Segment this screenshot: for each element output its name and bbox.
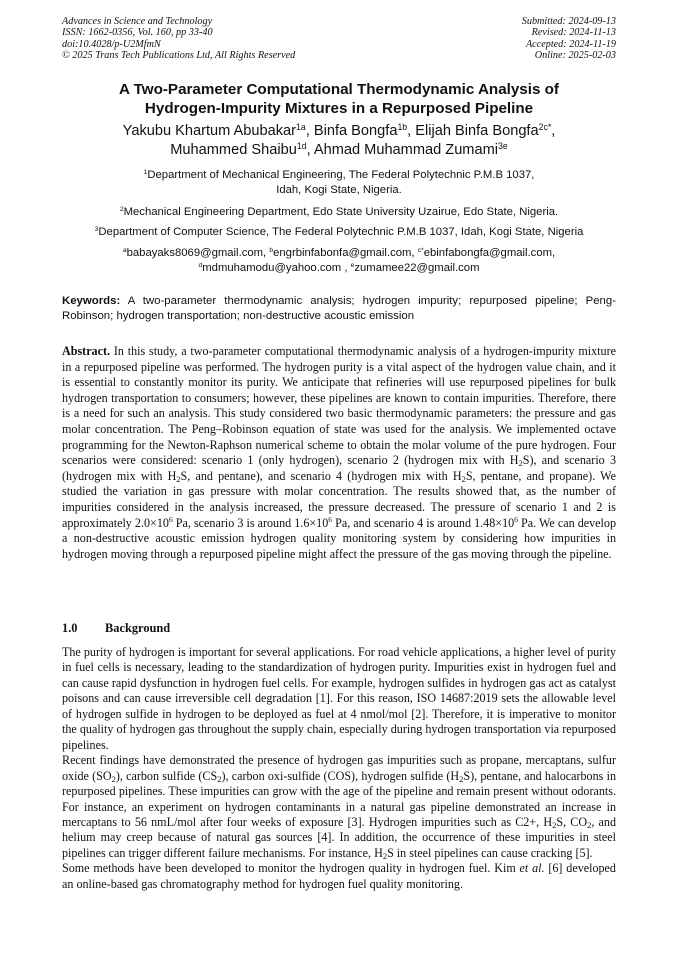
author-affiliation-mark: 2c* bbox=[538, 121, 552, 132]
issn: ISSN: 1662-0356, Vol. 160, pp 33-40 bbox=[62, 27, 213, 39]
email-link[interactable]: ebinfabongfa@gmail.com, bbox=[423, 247, 556, 259]
email-mark: d bbox=[198, 261, 203, 269]
email-mark: a bbox=[122, 246, 127, 254]
section-heading bbox=[62, 621, 170, 636]
affiliation-mark: 3 bbox=[94, 225, 99, 233]
subscript: 2 bbox=[217, 773, 222, 784]
email-link[interactable]: babayaks8069@gmail.com, bbox=[126, 247, 270, 259]
email-mark: e bbox=[350, 261, 355, 269]
author-name: Yakubu Khartum Abubakar bbox=[122, 123, 297, 139]
email-link[interactable]: engrbinfabonfa@gmail.com, bbox=[273, 247, 418, 259]
paragraph bbox=[62, 753, 616, 861]
email-mark: b bbox=[269, 246, 274, 254]
paragraph-text: , and helium may creep because of natural gas sources [4]. In addition, the occurrence of these impurities in steel pipelines can trigger different failure mechanisms. For instance, H bbox=[62, 814, 617, 860]
affiliation-3 bbox=[40, 225, 638, 240]
affiliation-1 bbox=[40, 168, 638, 198]
author-affiliation-mark: 3e bbox=[497, 140, 508, 151]
paragraph-text: ), carbon sulfide (CS bbox=[115, 768, 218, 783]
email-link[interactable]: mdmuhamodu@yahoo.com , bbox=[202, 261, 351, 274]
journal-name: Advances in Science and Technology bbox=[62, 16, 213, 27]
subscript: 2 bbox=[111, 773, 116, 784]
subscript: 2 bbox=[587, 820, 592, 831]
affiliation-text: Department of Mechanical Engineering, The Federal Polytechnic P.M.B 1037, bbox=[147, 169, 535, 181]
author-name: Binfa Bongfa bbox=[313, 123, 398, 139]
paragraph-text: S, CO bbox=[556, 814, 588, 829]
affiliation-text: Department of Computer Science, The Federal Polytechnic P.M.B 1037, Idah, Kogi State, Nigeria bbox=[98, 226, 584, 238]
copyright: © 2025 Trans Tech Publications Ltd, All Rights Reserved bbox=[62, 50, 296, 62]
email-mark: c* bbox=[417, 246, 424, 254]
abstract-text: Pa, and scenario 4 is around 1.48×10 bbox=[332, 515, 515, 530]
author-name: Ahmad Muhammad Zumami bbox=[313, 142, 498, 158]
author-affiliation-mark: 1b bbox=[397, 121, 408, 132]
section-number: 1.0 bbox=[62, 621, 78, 635]
keywords-text: A two-parameter thermodynamic analysis; hydrogen impurity; repurposed pipeline; Peng-Robinson; hydrogen transportation; non-destructive acoustic emission bbox=[62, 295, 616, 322]
abstract-text: Pa, scenario 3 is around 1.6×10 bbox=[172, 515, 329, 530]
author-emails bbox=[40, 246, 638, 275]
et-al: et al. bbox=[519, 861, 545, 876]
subscript: 2 bbox=[461, 473, 466, 484]
author-affiliation-mark: 1d bbox=[296, 140, 307, 151]
paragraph-text: Recent findings have demonstrated the presence of hydrogen gas impurities such as propane, mercaptans, sulfur oxide (SO bbox=[62, 753, 616, 783]
author-name: Elijah Binfa Bongfa bbox=[415, 123, 539, 139]
abstract-text: S), and scenario 3 (hydrogen mix with H bbox=[62, 453, 616, 483]
abstract-text: Pa. We can develop a non-destructive acoustic emission hydrogen quality monitoring system by considering how impurities in hydrogen moving through a repurposed pipeline might affect the pressure of the gas moving through the pipeline. bbox=[62, 515, 617, 561]
paragraph-text: [6] developed an online-based gas chromatography method for hydrogen fuel quality monitoring. bbox=[62, 861, 616, 891]
keywords-label: Keywords: bbox=[62, 295, 121, 307]
exponent: 6 bbox=[168, 514, 173, 524]
abstract-text: S, and pentane), and scenario 4 (hydrogen mix with H bbox=[180, 468, 462, 483]
paragraph bbox=[62, 861, 616, 892]
body-text bbox=[62, 645, 616, 892]
author-separator: , bbox=[407, 123, 416, 139]
subscript: 2 bbox=[176, 473, 181, 484]
keywords bbox=[62, 294, 616, 323]
section-title: Background bbox=[105, 621, 171, 635]
author-list bbox=[40, 122, 638, 160]
title-line-1: A Two-Parameter Computational Thermodynamic Analysis of bbox=[119, 81, 559, 98]
submitted-date: Submitted: 2024-09-13 bbox=[521, 16, 616, 27]
author-separator: , bbox=[306, 142, 314, 158]
affiliation-mark: 1 bbox=[143, 168, 148, 176]
paragraph-text: S), pentane, and halocarbons in repurposed pipelines. These impurities can grow with the age of the pipeline and remain present without odorants. For instance, an experiment on hydrogen contaminants in a natural gas pipeline demonstrated an increase in mercaptans to 56 nmL/mol after four weeks of exposure [3]. Hydrogen impurities such as C2+, H bbox=[62, 768, 616, 829]
affiliation-mark: 2 bbox=[119, 205, 124, 213]
title-line-2: Hydrogen-Impurity Mixtures in a Repurposed Pipeline bbox=[144, 100, 534, 117]
author-affiliation-mark: 1a bbox=[296, 121, 306, 132]
abstract-label: Abstract. bbox=[62, 344, 111, 358]
author-separator: , bbox=[305, 123, 314, 139]
subscript: 2 bbox=[382, 851, 388, 861]
revised-date: Revised: 2024-11-13 bbox=[531, 27, 616, 39]
paragraph-text: ), carbon oxi-sulfide (COS), hydrogen sulfide (H bbox=[221, 768, 460, 783]
email-link[interactable]: zumamee22@gmail.com bbox=[354, 261, 480, 274]
abstract-text: In this study, a two-parameter computational thermodynamic analysis of a hydrogen-impurity mixture in a repurposed pipeline was performed. The hydrogen purity is a vital aspect of the hydrogen value chain, and it is essential to constantly monitor its purity. We anticipate that refineries will use repurposed pipelines for bulk hydrogen transportation to consumers; however, these pipelines are known to contain impurities. Therefore, there is a need for such an analysis. This study considered two basic thermodynamic parameters: the pressure and gas molar concentration. The Peng–Robinson equation of state was used for the analysis. We implemented octave programming for the Newton-Raphson numerical scheme to obtain the molar volume of the pure hydrogen. Four scenarios were considered: scenario 1 (only hydrogen), scenario 2 (hydrogen mix with H bbox=[62, 344, 616, 468]
paragraph-text: S in steel pipelines can cause cracking [5]. bbox=[387, 845, 593, 860]
subscript: 2 bbox=[459, 773, 464, 784]
online-date: Online: 2025-02-03 bbox=[534, 50, 616, 62]
journal-header bbox=[62, 16, 295, 62]
exponent: 6 bbox=[514, 514, 518, 524]
abstract-text: S, pentane, and propane). We studied the variation in gas pressure with molar concentration. The results showed that, as the number of impurities considered in the analysis increased, the pressure decreased. The pressure of scenario 1 and 2 is approximately 2.0×10 bbox=[62, 468, 616, 530]
subscript: 2 bbox=[518, 458, 523, 469]
dates-header bbox=[522, 16, 616, 62]
paper-title bbox=[40, 80, 638, 118]
affiliation-2 bbox=[40, 205, 638, 220]
exponent: 6 bbox=[328, 514, 333, 524]
accepted-date: Accepted: 2024-11-19 bbox=[525, 38, 616, 50]
author-separator: , bbox=[551, 123, 556, 139]
author-name: Muhammed Shaibu bbox=[170, 142, 297, 158]
affiliation-text: Mechanical Engineering Department, Edo State University Uzairue, Edo State, Nigeria. bbox=[123, 206, 559, 218]
doi: doi:10.4028/p-U2MfmN bbox=[62, 38, 161, 50]
affiliation-text: Idah, Kogi State, Nigeria. bbox=[276, 184, 402, 196]
abstract bbox=[62, 344, 616, 562]
paragraph-text: Some methods have been developed to monitor the hydrogen quality in hydrogen fuel. Kim bbox=[62, 861, 520, 876]
subscript: 2 bbox=[552, 820, 557, 831]
paragraph: The purity of hydrogen is important for several applications. For road vehicle applications, a higher level of purity in fuel cells is necessary, leading to the standardization of hydrogen purity. Impurities exist in hydrogen fuel and can cause rapid dysfunction in hydrogen fuel cells. For example, hydrogen sulfides in hydrogen gas act as catalyst poisons and can cause irreversible cell degradation [1]. For this reason, ISO 14687:2019 sets the allowable level of hydrogen sulfide in hydrogen to be deployed as fuel at 4 nmol/mol [2]. Therefore, it is imperative to monitor the quality of hydrogen gas throughout the supply chain, especially during hydrogen transportation via repurposed pipelines. bbox=[62, 645, 616, 752]
